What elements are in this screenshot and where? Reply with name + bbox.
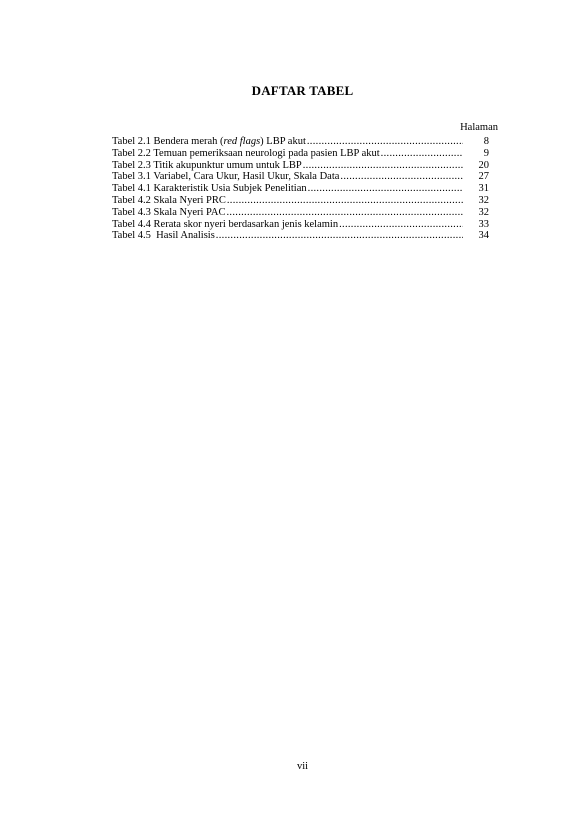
dot-leader: [227, 207, 464, 219]
dot-leader: [339, 219, 463, 231]
table-list-item-label: Tabel 2.3 Titik akupunktur umum untuk LBP: [112, 159, 302, 171]
table-list-item: [112, 230, 491, 242]
dot-leader: [303, 160, 463, 172]
table-list-item-page: 32: [478, 194, 489, 206]
table-list-item-page: 32: [478, 206, 489, 218]
table-list: [112, 136, 491, 242]
table-list-item-label: Tabel 4.2 Skala Nyeri PRC: [112, 194, 226, 206]
table-list-item-label: Tabel 4.3 Skala Nyeri PAC: [112, 206, 226, 218]
table-list-item: [112, 207, 491, 219]
table-list-item-label: Tabel 3.1 Variabel, Cara Ukur, Hasil Ukur, Skala Data: [112, 171, 340, 183]
table-list-item-label: Tabel 2.2 Temuan pemeriksaan neurologi pada pasien LBP akut: [112, 147, 380, 159]
dot-leader: [381, 148, 463, 160]
table-list-item: [112, 219, 491, 231]
table-list-item-page: 31: [478, 183, 489, 195]
table-list-item-page: 33: [478, 218, 489, 230]
table-list-item: [112, 160, 491, 172]
table-list-item-label: Tabel 4.1 Karakteristik Usia Subjek Penelitian: [112, 183, 307, 195]
table-list-item: [112, 195, 491, 207]
table-list-item: [112, 136, 491, 148]
dot-leader: [216, 230, 463, 242]
table-list-item-page: 27: [478, 171, 489, 183]
page-column-header: Halaman: [460, 122, 498, 133]
table-list-item-page: 34: [478, 230, 489, 242]
table-list-item-label: Tabel 4.4 Rerata skor nyeri berdasarkan jenis kelamin: [112, 218, 339, 230]
table-list-item-page: 8: [483, 136, 489, 147]
table-list-item-label: Tabel 4.5 Hasil Analisis: [112, 230, 215, 242]
table-list-item-page: 20: [478, 159, 489, 171]
table-list-item: [112, 171, 491, 183]
dot-leader: [227, 195, 463, 207]
table-list-item-label: Tabel 2.1 Bendera merah (red flags) LBP akut: [112, 136, 306, 147]
table-list-item: [112, 148, 491, 160]
dot-leader: [307, 136, 463, 148]
page-number: vii: [296, 761, 309, 772]
table-list-item-page: 9: [483, 147, 489, 159]
table-list-item: [112, 183, 491, 195]
dot-leader: [308, 183, 463, 195]
dot-leader: [340, 171, 463, 183]
page-title: DAFTAR TABEL: [251, 83, 354, 98]
